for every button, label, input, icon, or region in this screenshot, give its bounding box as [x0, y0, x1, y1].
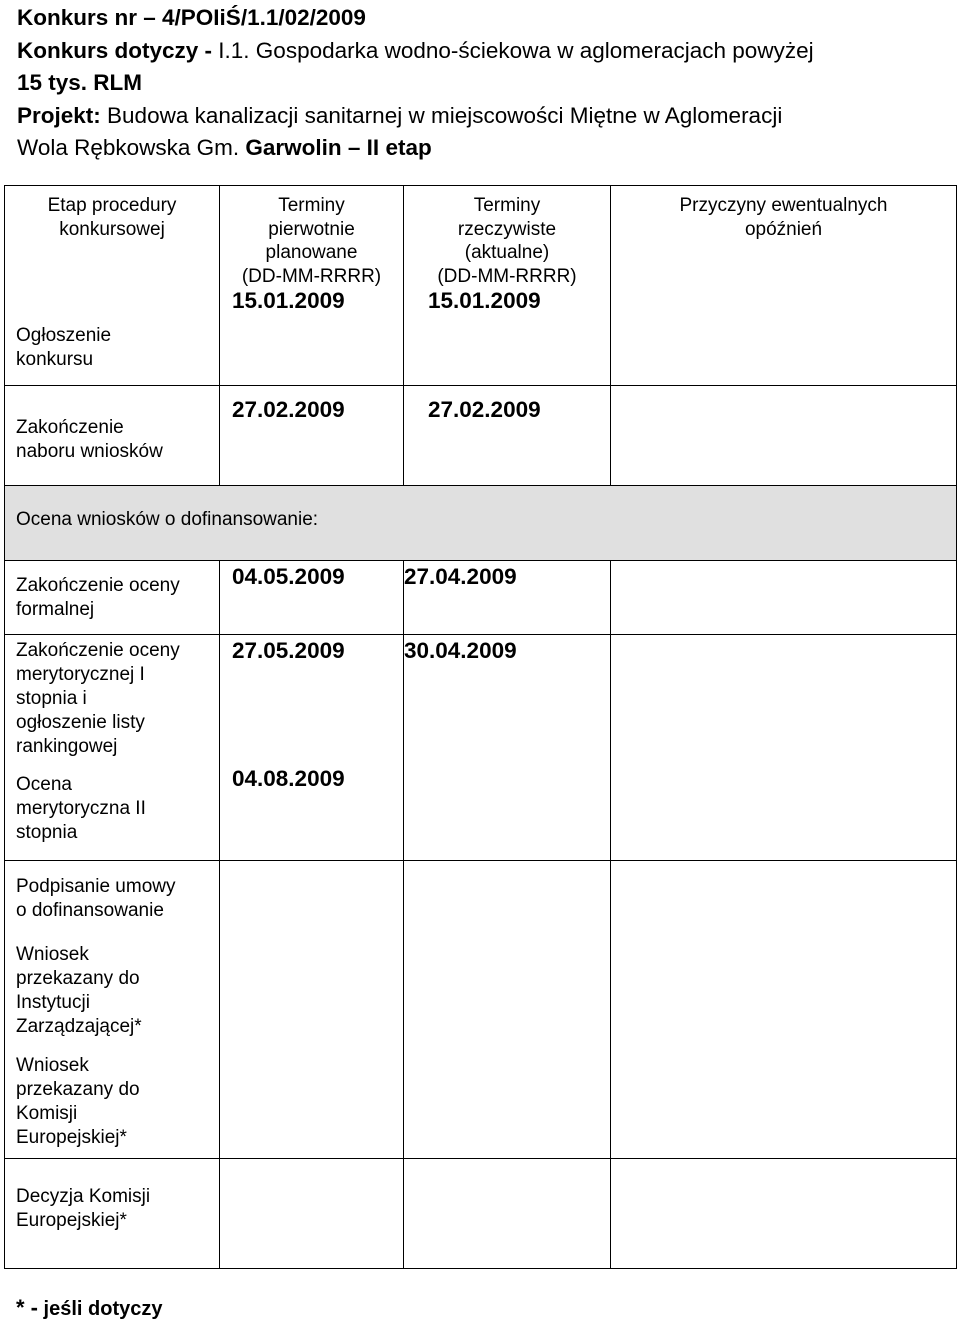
actual-date: 30.04.2009 [404, 638, 517, 663]
reasons-header-cell [611, 186, 957, 386]
contest-scope-line2: 15 tys. RLM [17, 70, 143, 95]
schedule-table [4, 185, 957, 1269]
stage-line: formalnej [16, 599, 95, 620]
header-line: Terminy [473, 195, 541, 216]
actual-header-cell [404, 186, 611, 386]
planned-cell [220, 1159, 404, 1269]
reasons-cell [611, 861, 957, 1159]
reasons-cell [611, 386, 957, 486]
stage-line: Decyzja Komisji [16, 1186, 151, 1207]
stage-line: naboru wniosków [16, 441, 163, 462]
header-line: (DD-MM-RRRR) [437, 265, 577, 287]
actual-cell [404, 1159, 611, 1269]
table-row [5, 561, 957, 635]
contest-scope-line1: Konkurs dotyczy - I.1. Gospodarka wodno-ściekowa w aglomeracjach powyżej [17, 37, 814, 63]
stage-header-cell [5, 186, 220, 386]
footnote-marker: * - [16, 1295, 38, 1320]
stage-line: Wniosek [16, 944, 89, 965]
stage-line: Ocena [16, 774, 72, 795]
stage-line: Zarządzającej* [16, 1016, 142, 1037]
table-row [5, 1159, 957, 1269]
actual-cell [404, 386, 611, 486]
actual-date: 27.02.2009 [428, 397, 541, 422]
actual-cell [404, 635, 611, 861]
reasons-column-header [611, 186, 956, 241]
actual-cell [404, 861, 611, 1159]
planned-cell [220, 561, 404, 635]
table-row [5, 186, 957, 386]
section-header-cell [5, 486, 957, 561]
planned-date: 15.01.2009 [232, 288, 345, 313]
stage-line: Podpisanie umowy [16, 876, 176, 897]
stage-cell [5, 861, 220, 1159]
stage-line: Instytucji [16, 992, 90, 1013]
project-title-text: Wola Rębkowska Gm. [17, 135, 240, 160]
table-row [5, 635, 957, 861]
project-title-line1 [17, 100, 952, 133]
project-label: Projekt: [17, 102, 101, 128]
planned-date: 04.05.2009 [232, 564, 345, 589]
stage-line: o dofinansowanie [16, 900, 164, 921]
actual-column-header [404, 186, 610, 288]
reasons-cell [611, 1159, 957, 1269]
stage-cell [5, 1159, 220, 1269]
stage-cell [5, 561, 220, 635]
section-row [5, 486, 957, 561]
stage-column-header: Etap procedury konkursowej [47, 195, 177, 240]
header-line: (DD-MM-RRRR) [241, 265, 382, 287]
stage-cell [5, 635, 220, 861]
stage-line: ogłoszenie listy [16, 712, 145, 733]
stage-line: stopnia [16, 822, 78, 843]
stage-line: merytorycznej I [16, 664, 145, 685]
stage-line: merytoryczna II [16, 798, 146, 819]
stage-line: Zakończenie oceny [16, 640, 180, 661]
planned-date: 27.02.2009 [232, 397, 345, 422]
contest-scope-text: I.1. Gospodarka wodno-ściekowa w aglomeracjach powyżej [218, 37, 814, 63]
stage-cell [5, 386, 220, 486]
contest-number: Konkurs nr – 4/POIiŚ/1.1/02/2009 [17, 5, 366, 30]
table-row [5, 386, 957, 486]
header-line: planowane [265, 242, 358, 263]
stage-line: przekazany do [16, 1079, 140, 1100]
planned-cell [220, 635, 404, 861]
header-line: Terminy [278, 195, 345, 216]
stage-line: Zakończenie oceny [16, 575, 180, 596]
footnote [16, 1295, 163, 1321]
reasons-cell [611, 561, 957, 635]
section-title: Ocena wniosków o dofinansowanie: [16, 509, 319, 530]
planned-cell [220, 386, 404, 486]
footnote-text: jeśli dotyczy [38, 1298, 163, 1320]
stage-line: stopnia i [16, 688, 87, 709]
planned-date: 27.05.2009 [232, 638, 345, 663]
stage-line: Komisji [16, 1103, 78, 1124]
header-line: (aktualne) [464, 242, 550, 263]
document-header [17, 2, 952, 165]
header-line: pierwotnie [268, 218, 355, 240]
stage-line: konkursu [16, 349, 94, 370]
planned-header-cell [220, 186, 404, 386]
header-line: opóźnień [744, 218, 823, 240]
reasons-cell [611, 635, 957, 861]
project-stage: Garwolin – II etap [239, 135, 432, 160]
stage-line: przekazany do [16, 968, 140, 989]
stage-line: rankingowej [16, 736, 118, 757]
table-row [5, 861, 957, 1159]
project-title-text: Budowa kanalizacji sanitarnej w miejscowości Miętne w Aglomeracji [100, 102, 783, 128]
stage-line: Ogłoszenie [16, 325, 112, 346]
actual-date: 27.04.2009 [404, 564, 517, 589]
stage-line: Europejskiej* [16, 1127, 127, 1148]
header-line: rzeczywiste [457, 218, 557, 240]
actual-cell [404, 561, 611, 635]
stage-line: Zakończenie [16, 417, 124, 438]
stage-line: Wniosek [16, 1055, 89, 1076]
stage-ogloszenie [16, 324, 219, 372]
actual-date: 15.01.2009 [428, 288, 541, 313]
planned-column-header [220, 186, 403, 288]
planned-cell [220, 861, 404, 1159]
planned-date: 04.08.2009 [232, 766, 345, 791]
stage-line: Europejskiej* [16, 1210, 127, 1231]
project-title-line2 [17, 132, 952, 165]
header-line: Przyczyny ewentualnych [679, 195, 888, 216]
